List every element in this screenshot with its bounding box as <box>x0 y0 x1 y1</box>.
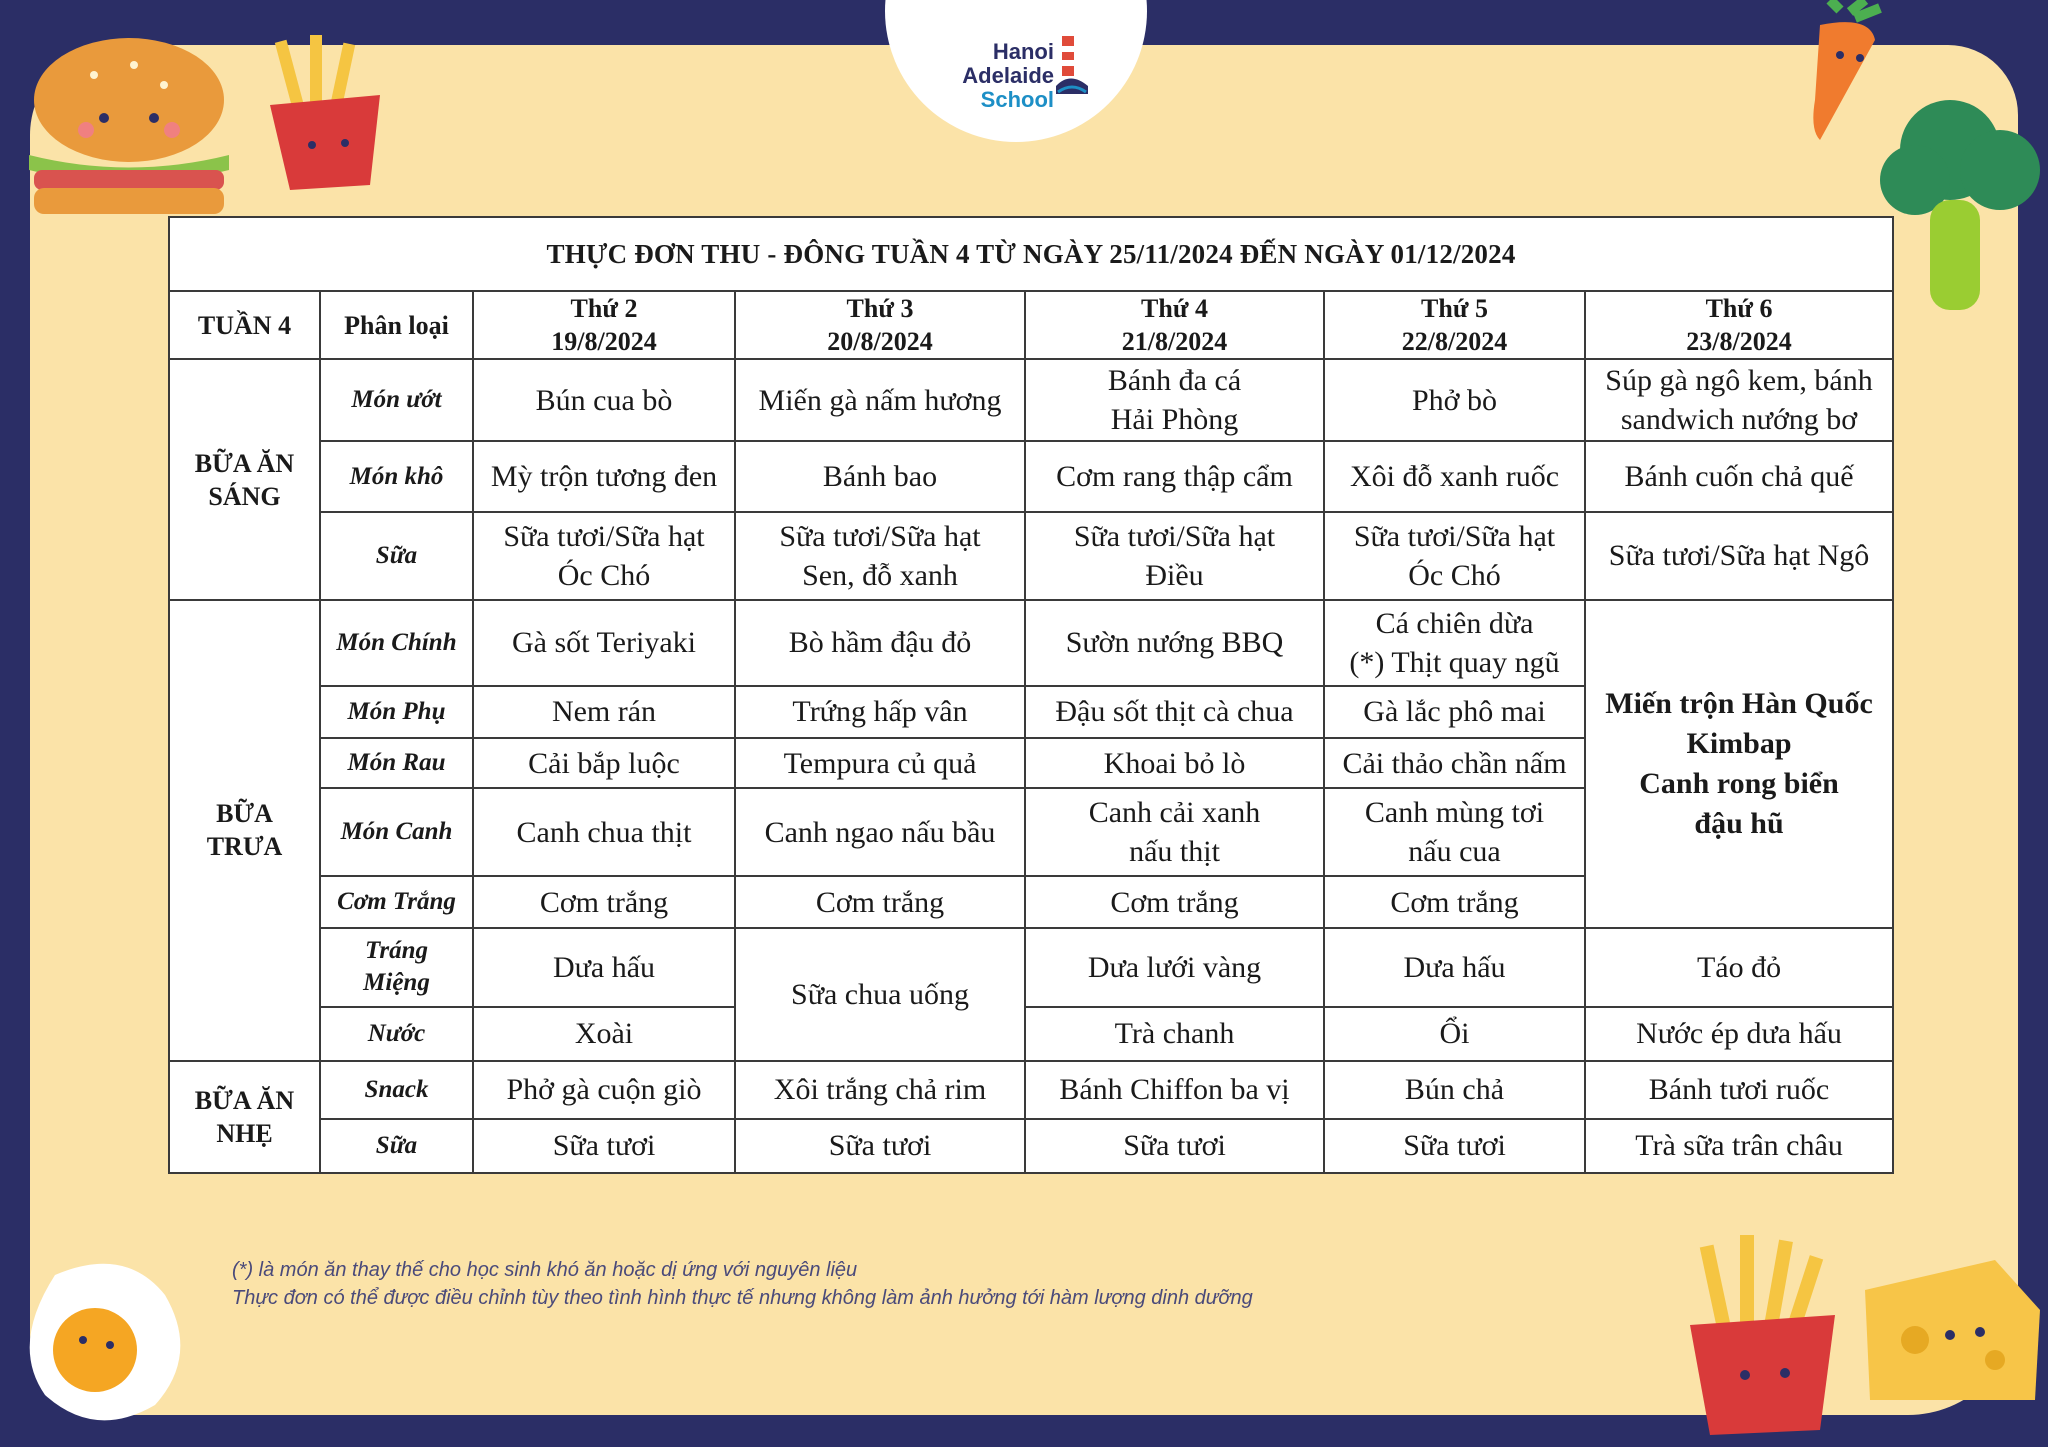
day-header-wed: Thứ 4 21/8/2024 <box>1025 291 1324 359</box>
menu-cell: Trà chanh <box>1025 1007 1324 1061</box>
lighthouse-icon <box>1050 26 1090 96</box>
footnote-substitute: (*) là món ăn thay thế cho học sinh khó ăn hoặc dị ứng với nguyên liệu <box>232 1259 858 1281</box>
logo-line-1: Hanoi <box>992 39 1054 64</box>
meal-label-snack: BỮA ĂN NHẸ <box>169 1061 320 1173</box>
menu-cell: Bánh tươi ruốc <box>1585 1061 1893 1119</box>
menu-cell: Cơm trắng <box>473 876 735 928</box>
menu-table-container <box>168 216 1892 1174</box>
menu-cell: Phở bò <box>1324 359 1585 441</box>
menu-cell: Miến gà nấm hương <box>735 359 1025 441</box>
day-header-fri: Thứ 6 23/8/2024 <box>1585 291 1893 359</box>
category-soup: Món Canh <box>320 788 473 876</box>
logo-line-3: School <box>980 87 1054 112</box>
menu-cell: Nem rán <box>473 686 735 738</box>
menu-cell: Cá chiên dừa (*) Thịt quay ngũ <box>1324 600 1585 686</box>
menu-cell: Bánh cuốn chả quế <box>1585 441 1893 511</box>
menu-cell: Dưa hấu <box>1324 928 1585 1006</box>
menu-cell: Bò hầm đậu đỏ <box>735 600 1025 686</box>
menu-cell: Tempura củ quả <box>735 738 1025 788</box>
category-milk: Sữa <box>320 512 473 600</box>
menu-cell: Sữa tươi/Sữa hạt Ngô <box>1585 512 1893 600</box>
menu-cell: Bánh đa cá Hải Phòng <box>1025 359 1324 441</box>
menu-cell: Đậu sốt thịt cà chua <box>1025 686 1324 738</box>
menu-cell: Canh cải xanh nấu thịt <box>1025 788 1324 876</box>
menu-cell: Cơm trắng <box>1025 876 1324 928</box>
menu-cell: Canh mùng tơi nấu cua <box>1324 788 1585 876</box>
menu-cell: Sữa chua uống <box>735 928 1025 1060</box>
menu-cell: Nước ép dưa hấu <box>1585 1007 1893 1061</box>
menu-cell: Sữa tươi/Sữa hạt Điều <box>1025 512 1324 600</box>
menu-cell: Bánh Chiffon ba vị <box>1025 1061 1324 1119</box>
menu-cell: Canh ngao nấu bầu <box>735 788 1025 876</box>
cheese-icon <box>1855 1250 2045 1410</box>
menu-cell: Trà sữa trân châu <box>1585 1119 1893 1173</box>
menu-cell: Dưa lưới vàng <box>1025 928 1324 1006</box>
menu-cell: Bún cua bò <box>473 359 735 441</box>
menu-cell: Táo đỏ <box>1585 928 1893 1006</box>
footnote-adjustment: Thực đơn có thể được điều chỉnh tùy theo tình hình thực tế nhưng không làm ảnh hưởng tới hàm lượng dinh dưỡng <box>232 1287 1253 1309</box>
logo-line-2: Adelaide <box>962 63 1054 88</box>
menu-cell: Trứng hấp vân <box>735 686 1025 738</box>
menu-cell: Cơm trắng <box>1324 876 1585 928</box>
school-logo <box>944 40 1054 112</box>
menu-cell: Sữa tươi/Sữa hạt Sen, đỗ xanh <box>735 512 1025 600</box>
menu-cell: Xôi trắng chả rim <box>735 1061 1025 1119</box>
menu-title: THỰC ĐƠN THU - ĐÔNG TUẦN 4 TỪ NGÀY 25/11/2024 ĐẾN NGÀY 01/12/2024 <box>169 217 1893 291</box>
menu-table <box>168 216 1894 1174</box>
category-rice: Cơm Trắng <box>320 876 473 928</box>
meal-label-breakfast: BỮA ĂN SÁNG <box>169 359 320 599</box>
egg-icon <box>15 1255 195 1435</box>
friday-lunch-special: Miến trộn Hàn Quốc Kimbap Canh rong biển đậu hũ <box>1585 600 1893 929</box>
category-snack: Snack <box>320 1061 473 1119</box>
menu-cell: Sữa tươi/Sữa hạt Óc Chó <box>1324 512 1585 600</box>
category-dry-dish: Món khô <box>320 441 473 511</box>
menu-cell: Xoài <box>473 1007 735 1061</box>
category-drink: Nước <box>320 1007 473 1061</box>
day-header-tue: Thứ 3 20/8/2024 <box>735 291 1025 359</box>
footnotes <box>232 1256 1253 1312</box>
week-label: TUẦN 4 <box>169 291 320 359</box>
menu-cell: Sữa tươi <box>1324 1119 1585 1173</box>
menu-cell: Gà lắc phô mai <box>1324 686 1585 738</box>
menu-cell: Bánh bao <box>735 441 1025 511</box>
day-header-mon: Thứ 2 19/8/2024 <box>473 291 735 359</box>
menu-cell: Sữa tươi/Sữa hạt Óc Chó <box>473 512 735 600</box>
menu-cell: Xôi đỗ xanh ruốc <box>1324 441 1585 511</box>
menu-cell: Canh chua thịt <box>473 788 735 876</box>
menu-cell: Sữa tươi <box>735 1119 1025 1173</box>
category-side-dish: Món Phụ <box>320 686 473 738</box>
category-main-dish: Món Chính <box>320 600 473 686</box>
category-vegetable: Món Rau <box>320 738 473 788</box>
category-header: Phân loại <box>320 291 473 359</box>
menu-cell: Khoai bỏ lò <box>1025 738 1324 788</box>
day-header-thu: Thứ 5 22/8/2024 <box>1324 291 1585 359</box>
menu-cell: Cải bắp luộc <box>473 738 735 788</box>
menu-cell: Sữa tươi <box>1025 1119 1324 1173</box>
menu-cell: Cơm trắng <box>735 876 1025 928</box>
menu-cell: Sườn nướng BBQ <box>1025 600 1324 686</box>
meal-label-lunch: BỮA TRƯA <box>169 600 320 1061</box>
menu-cell: Cơm rang thập cẩm <box>1025 441 1324 511</box>
category-wet-dish: Món ướt <box>320 359 473 441</box>
burger-icon <box>14 30 244 220</box>
menu-cell: Gà sốt Teriyaki <box>473 600 735 686</box>
fries-icon <box>250 35 400 195</box>
fries-icon <box>1665 1235 1855 1435</box>
menu-cell: Bún chả <box>1324 1061 1585 1119</box>
menu-cell: Phở gà cuộn giò <box>473 1061 735 1119</box>
menu-cell: Dưa hấu <box>473 928 735 1006</box>
category-snack-milk: Sữa <box>320 1119 473 1173</box>
menu-cell: Cải thảo chần nấm <box>1324 738 1585 788</box>
menu-cell: Mỳ trộn tương đen <box>473 441 735 511</box>
menu-cell: Sữa tươi <box>473 1119 735 1173</box>
menu-cell: Ổi <box>1324 1007 1585 1061</box>
category-dessert: Tráng Miệng <box>320 928 473 1006</box>
menu-cell: Súp gà ngô kem, bánh sandwich nướng bơ <box>1585 359 1893 441</box>
